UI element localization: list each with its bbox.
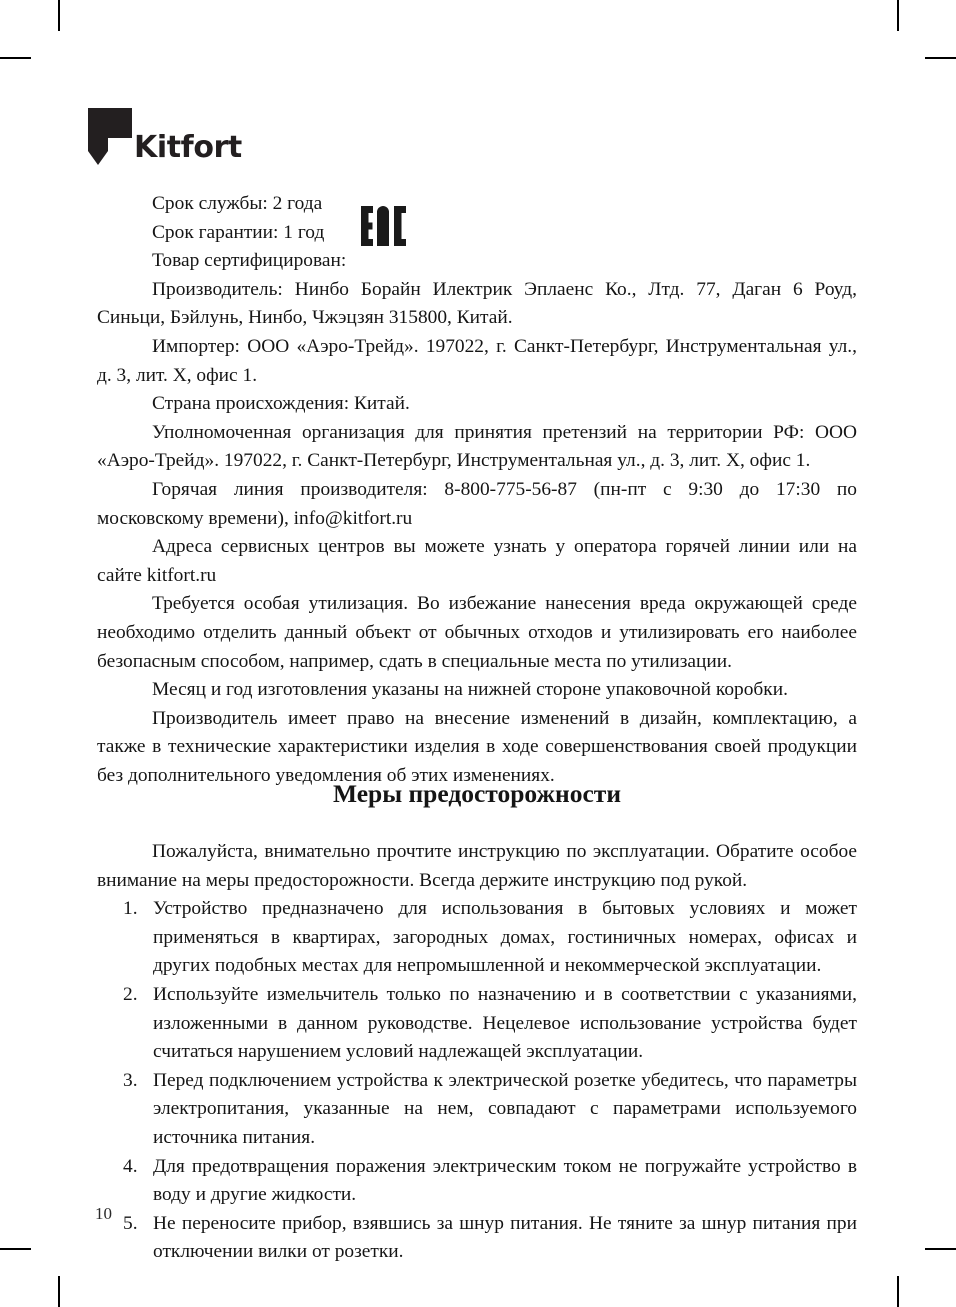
precautions-list [97, 895, 857, 1267]
design-changes-paragraph: Производитель имеет право на внесение изменений в дизайн, комплектацию, а также в технические характеристики изделия в ходе совершенствования своей продукции без дополнительного уведомления об этих изменениях. [97, 707, 857, 786]
list-item-text: Используйте измельчитель только по назначению и в соответствии с указаниями, изложенными в данном руководстве. Нецелевое использование устройства будет считаться нарушением условий надлежащей эксплуатации. [153, 983, 857, 1063]
list-item-number: 4. [123, 1155, 138, 1177]
warranty-line: Срок гарантии: 1 год [152, 221, 325, 243]
certification-block [97, 190, 857, 276]
importer-paragraph: Импортер: ООО «Аэро-Трейд». 197022, г. Санкт-Петербург, Инструментальная ул., д. 3, лит. Х, офис 1. [97, 335, 857, 386]
crop-mark-bottom-left-vertical [58, 1276, 60, 1307]
manufacture-date-paragraph: Месяц и год изготовления указаны на нижней стороне упаковочной коробки. [152, 679, 788, 701]
precautions-heading: Меры предосторожности [332, 779, 622, 808]
crop-mark-top-right-horizontal [925, 57, 956, 59]
list-item [97, 1153, 857, 1210]
crop-mark-top-left-horizontal [0, 57, 31, 59]
document-body [97, 190, 857, 790]
crop-mark-bottom-right-horizontal [925, 1248, 956, 1250]
list-item-text: Устройство предназначено для использования в бытовых условиях и может применяться в квартирах, загородных домах, гостиничных номерах, офисах и других подобных местах для непромышленной и некоммерческой эксплуатации. [153, 898, 857, 977]
list-item [97, 895, 857, 981]
crop-mark-bottom-right-vertical [897, 1276, 899, 1307]
crop-mark-bottom-left-horizontal [0, 1248, 31, 1250]
list-item [97, 1067, 857, 1153]
list-item [97, 981, 857, 1067]
crop-mark-top-right-vertical [897, 0, 899, 31]
list-item-number: 1. [123, 898, 138, 920]
service-centers-paragraph: Адреса сервисных центров вы можете узнать у оператора горячей линии или на сайте kitfort.ru [97, 536, 857, 586]
brand-name: Kitfort [134, 130, 242, 165]
list-item [97, 1210, 857, 1267]
disposal-paragraph: Требуется особая утилизация. Во избежание нанесения вреда окружающей среде необходимо отделить данный объект от обычных отходов и утилизировать его наиболее безопасным способом, например, сдать в специальные места по утилизации. [97, 593, 857, 672]
list-item-number: 3. [123, 1069, 138, 1091]
kitfort-flag-mark-icon [88, 108, 132, 165]
list-item-text: Перед подключением устройства к электрической розетке убедитесь, что параметры электропитания, указанные на нем, совпадают с параметрами используемого источника питания. [153, 1069, 857, 1148]
precautions-intro: Пожалуйста, внимательно прочтите инструкцию по эксплуатации. Обратите особое внимание на меры предосторожности. Всегда держите инструкцию под рукой. [97, 841, 857, 891]
list-item-text: Не переносите прибор, взявшись за шнур питания. Не тяните за шнур питания при отключении вилки от розетки. [153, 1212, 857, 1263]
hotline-paragraph: Горячая линия производителя: 8-800-775-56-87 (пн-пт с 9:30 до 17:30 по московскому времени), info@kitfort.ru [97, 478, 857, 529]
list-item-number: 2. [123, 983, 138, 1005]
list-item-text: Для предотвращения поражения электрическим током не погружайте устройство в воду и другие жидкости. [153, 1155, 857, 1206]
country-of-origin-paragraph: Страна происхождения: Китай. [152, 393, 410, 415]
eac-conformity-mark-icon [360, 204, 408, 248]
page-number: 10 [95, 1204, 112, 1223]
authorized-organization-paragraph: Уполномоченная организация для принятия претензий на территории РФ: ООО «Аэро-Трейд». 197022, г. Санкт-Петербург, Инструментальная ул., д. 3, лит. Х, офис 1. [97, 421, 857, 472]
brand-logo [88, 103, 242, 165]
certified-line: Товар сертифицирован: [152, 250, 347, 272]
list-item-number: 5. [123, 1212, 138, 1234]
service-life-line: Срок службы: 2 года [152, 193, 323, 214]
precautions-section [97, 838, 857, 1267]
manufacturer-paragraph: Производитель: Нинбо Борайн Илектрик Эплаенс Ко., Лтд. 77, Даган 6 Роуд, Синьци, Бэйлунь, Нинбо, Чжэцзян 315800, Китай. [97, 278, 857, 329]
crop-mark-top-left-vertical [58, 0, 60, 31]
